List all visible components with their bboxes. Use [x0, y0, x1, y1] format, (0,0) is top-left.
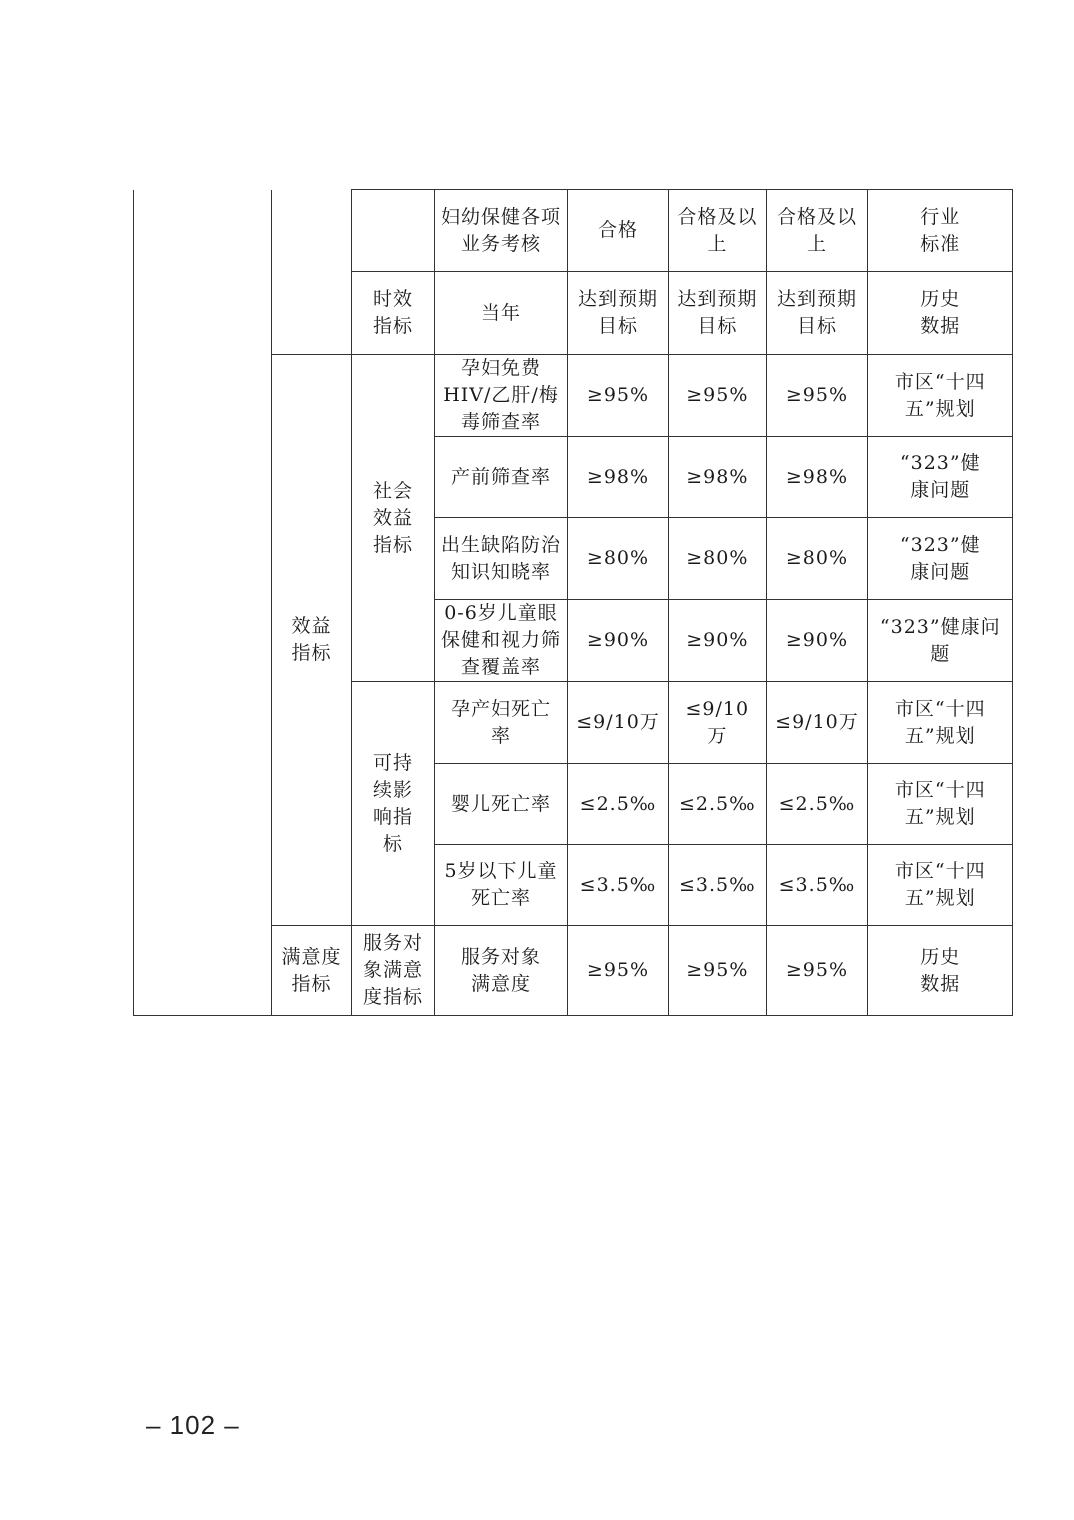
page-number: – 102 –	[146, 1410, 240, 1440]
year-value-cell: ≤9/10万	[568, 682, 669, 764]
basis-cell: 市区“十四五”规划	[868, 764, 1013, 845]
indicator-cell: 服务对象满意度	[435, 926, 568, 1016]
plan-value-cell: ≥95%	[669, 926, 767, 1016]
plan-value-cell: ≤2.5‰	[669, 764, 767, 845]
basis-cell: 历史数据	[868, 926, 1013, 1016]
actual-value-cell: 达到预期目标	[766, 272, 868, 355]
third-level-indicator-cell	[352, 190, 435, 272]
basis-cell: 市区“十四五”规划	[868, 682, 1013, 764]
year-value-cell: ≥95%	[568, 355, 669, 437]
year-value-cell: 合格	[568, 190, 669, 272]
sustainable-impact-category-cell: 可持续影响指标	[352, 682, 435, 926]
actual-value-cell: 合格及以上	[766, 190, 868, 272]
plan-value-cell: ≤3.5‰	[669, 845, 767, 926]
basis-cell: 市区“十四五”规划	[868, 845, 1013, 926]
indicator-cell: 5岁以下儿童死亡率	[435, 845, 568, 926]
basis-cell: “323”健康问题	[868, 437, 1013, 518]
satisfaction-category-cell: 服务对象满意度指标	[352, 926, 435, 1016]
indicator-cell: 产前筛查率	[435, 437, 568, 518]
plan-value-cell: ≥80%	[669, 518, 767, 600]
indicator-cell: 出生缺陷防治知识知晓率	[435, 518, 568, 600]
actual-value-cell: ≥90%	[766, 600, 868, 682]
satisfaction-group-cell: 满意度指标	[272, 926, 352, 1016]
plan-value-cell: ≤9/10万	[669, 682, 767, 764]
indicator-cell: 婴儿死亡率	[435, 764, 568, 845]
table-row	[134, 190, 1013, 272]
basis-cell: “323”健康问题	[868, 600, 1013, 682]
actual-value-cell: ≥95%	[766, 355, 868, 437]
actual-value-cell: ≥95%	[766, 926, 868, 1016]
plan-value-cell: ≥90%	[669, 600, 767, 682]
year-value-cell: ≥80%	[568, 518, 669, 600]
actual-value-cell: ≤9/10万	[766, 682, 868, 764]
plan-value-cell: 达到预期目标	[669, 272, 767, 355]
plan-value-cell: ≥95%	[669, 355, 767, 437]
first-level-indicator-cell	[134, 190, 272, 1016]
plan-value-cell: ≥98%	[669, 437, 767, 518]
basis-cell: “323”健康问题	[868, 518, 1013, 600]
indicator-cell: 妇幼保健各项业务考核	[435, 190, 568, 272]
performance-indicator-table	[133, 189, 1013, 1016]
indicator-cell: 孕产妇死亡率	[435, 682, 568, 764]
category-cell: 时效指标	[352, 272, 435, 355]
benefit-group-cell: 效益指标	[272, 355, 352, 926]
basis-cell: 行业标准	[868, 190, 1013, 272]
social-benefit-category-cell: 社会效益指标	[352, 355, 435, 682]
indicator-cell: 0-6岁儿童眼保健和视力筛查覆盖率	[435, 600, 568, 682]
basis-cell: 历史数据	[868, 272, 1013, 355]
year-value-cell: 达到预期目标	[568, 272, 669, 355]
plan-value-cell: 合格及以上	[669, 190, 767, 272]
year-value-cell: ≤3.5‰	[568, 845, 669, 926]
basis-cell: 市区“十四五”规划	[868, 355, 1013, 437]
indicator-cell: 孕妇免费HIV/乙肝/梅毒筛查率	[435, 355, 568, 437]
year-value-cell: ≥98%	[568, 437, 669, 518]
actual-value-cell: ≥80%	[766, 518, 868, 600]
actual-value-cell: ≤3.5‰	[766, 845, 868, 926]
year-value-cell: ≥90%	[568, 600, 669, 682]
second-level-indicator-cell	[272, 190, 352, 355]
actual-value-cell: ≥98%	[766, 437, 868, 518]
year-value-cell: ≤2.5‰	[568, 764, 669, 845]
actual-value-cell: ≤2.5‰	[766, 764, 868, 845]
year-value-cell: ≥95%	[568, 926, 669, 1016]
indicator-cell: 当年	[435, 272, 568, 355]
